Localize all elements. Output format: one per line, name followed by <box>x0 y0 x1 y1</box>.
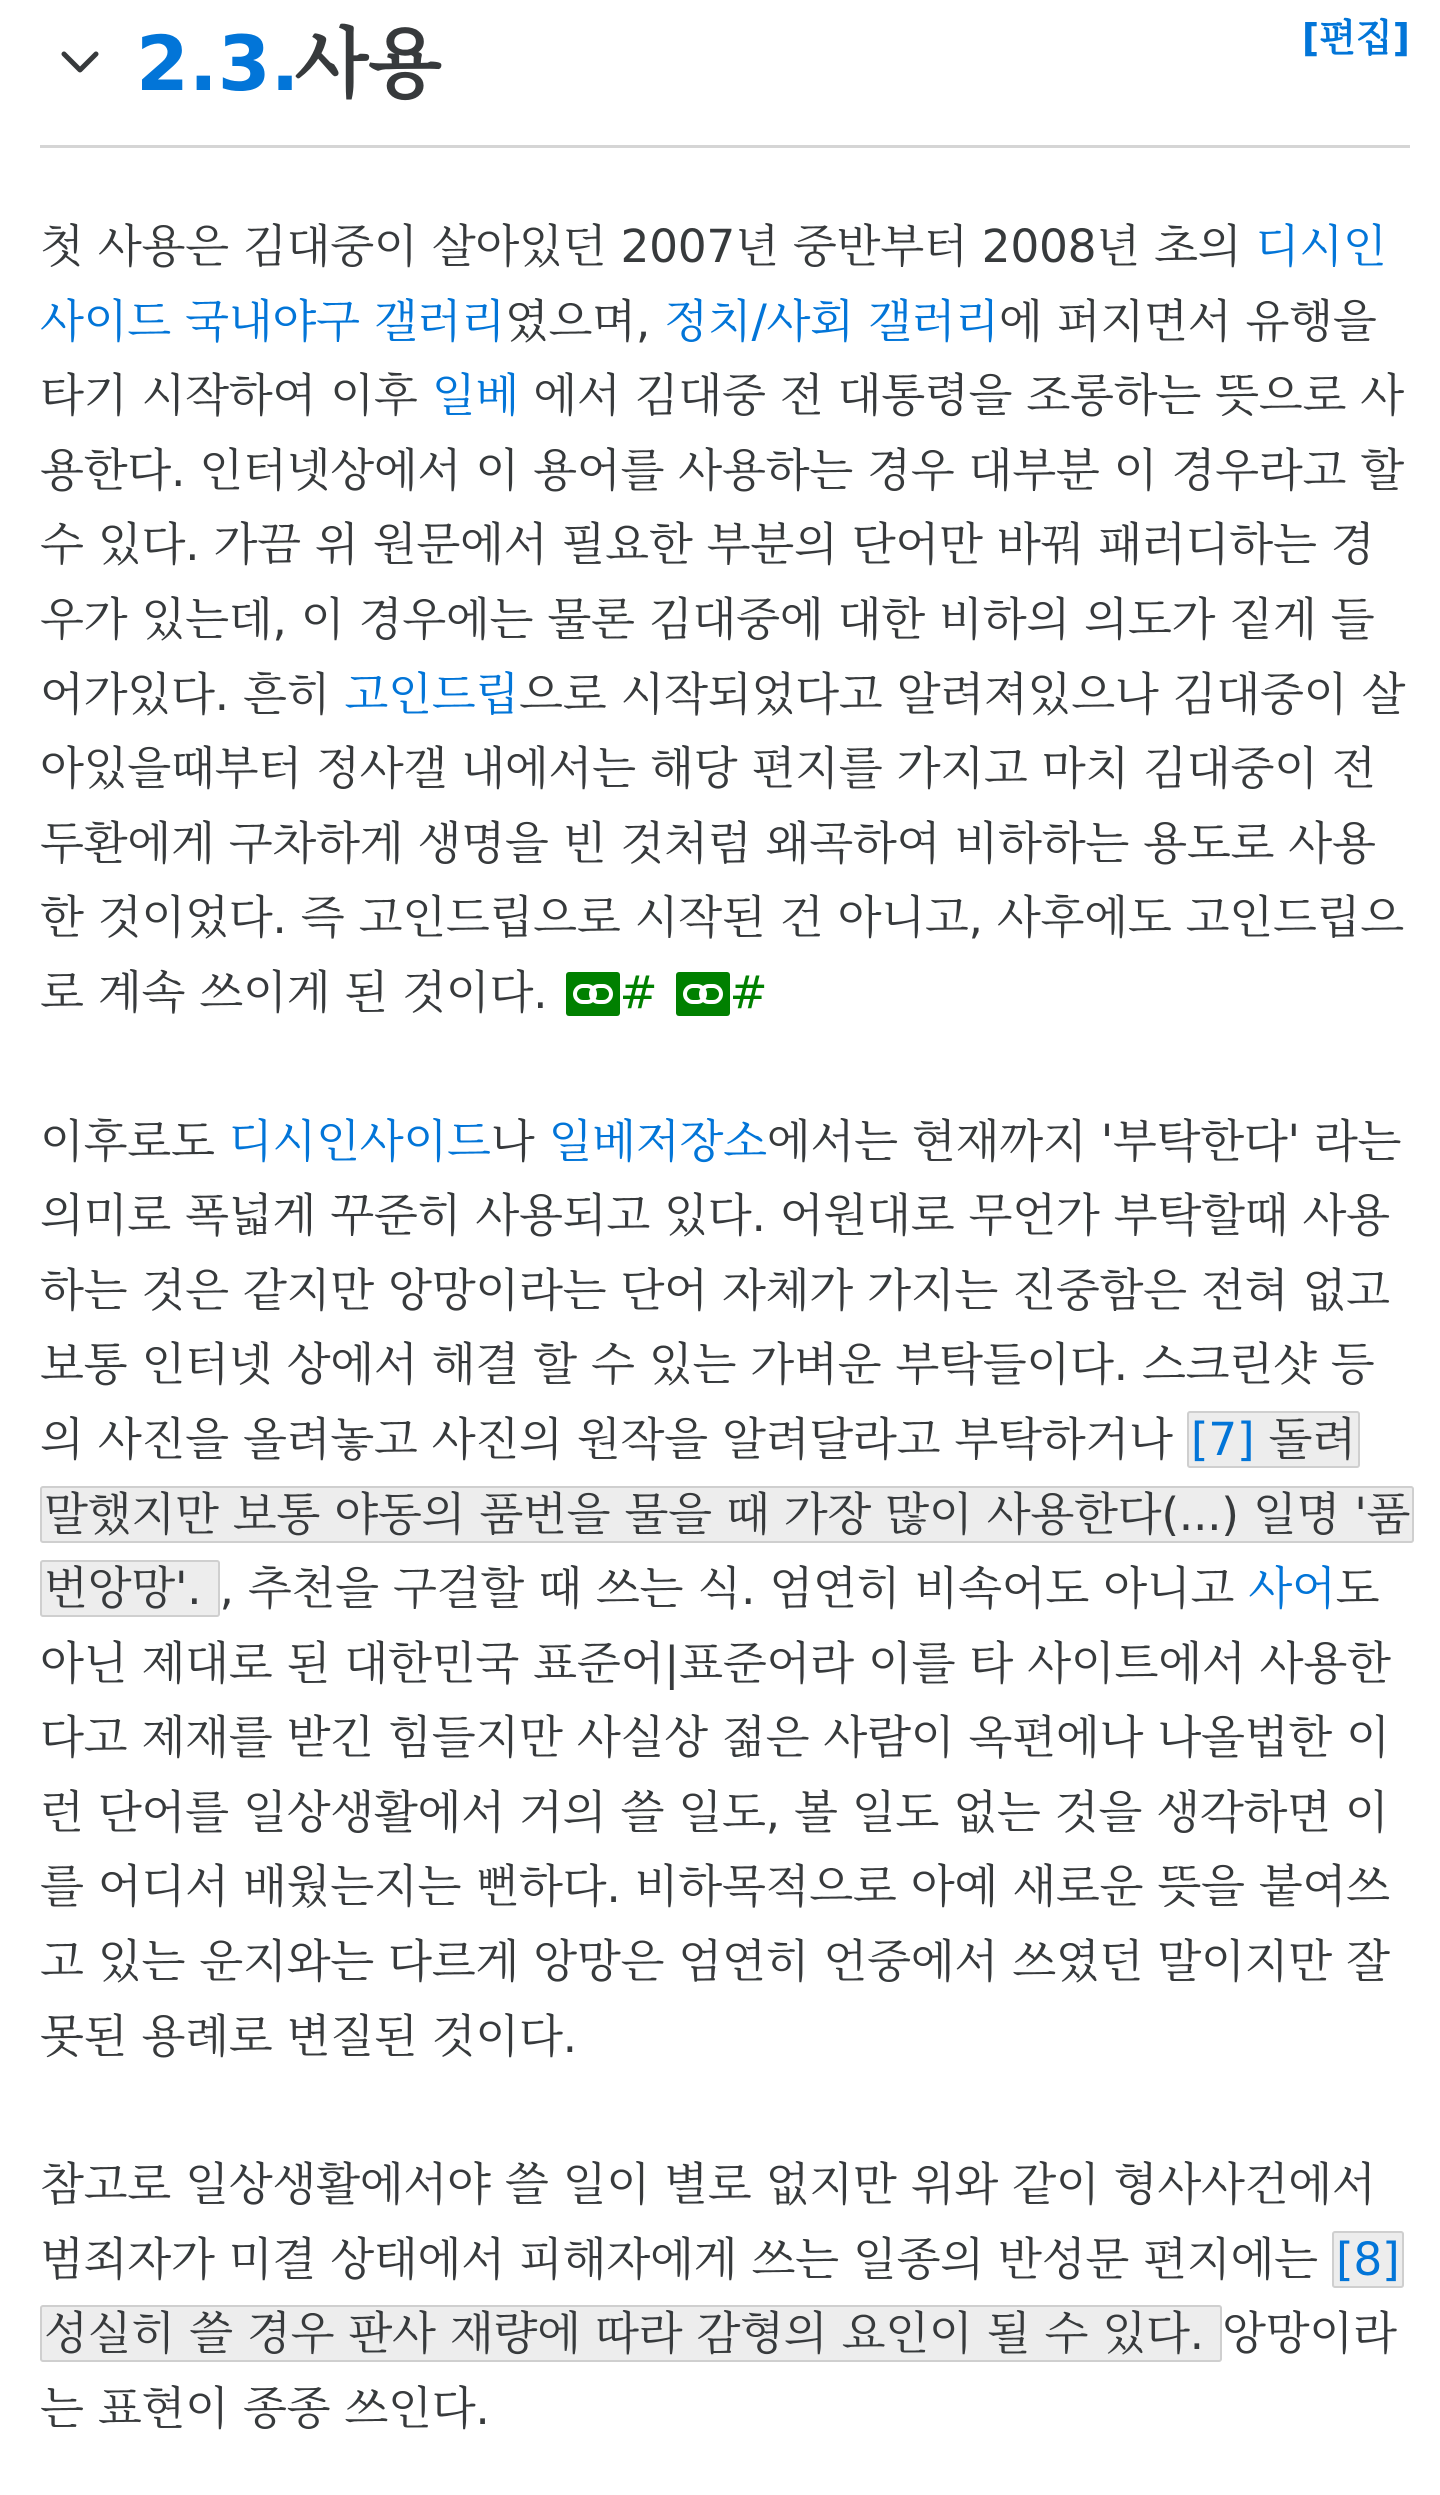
link-ilbe-storage[interactable]: 일베저장소 <box>548 1114 767 1168</box>
text-run: 앙망이라는 표현이 종종 쓰인다. <box>40 2307 1397 2436</box>
text-run: 으로 시작되었다고 알려져있으나 김대중이 살아있을때부터 정사갤 내에서는 해당 편지를 가지고 마치 김대중이 전두환에게 구차하게 생명을 빈 것처럼 왜곡하여 비하하는 용도로 사용한 것이었다. 즉 고인드립으로 시작된 건 아니고, 사후에도 고인드립으로 계속 쓰이게 된 것이다. <box>40 667 1406 1019</box>
text-run: 에서 김대중 전 대통령을 조롱하는 뜻으로 사용한다. 인터넷상에서 이 용어를 사용하는 경우 대부분 이 경우라고 할 수 있다. 가끔 위 원문에서 필요한 부분의 단어만 바꿔 패러디하는 경우가 있는데, 이 경우에는 물론 김대중에 대한 비하의 의도가 짙게 들어가있다. 흔히 <box>40 369 1404 721</box>
section-heading <box>40 0 1410 148</box>
link-dcinside-baseball-gallery[interactable]: 디시인사이드 국내야구 갤러리 <box>40 220 1387 348</box>
link-ilbe[interactable]: 일베 <box>431 369 520 423</box>
section-number[interactable]: 2.3. <box>136 19 300 108</box>
section-content <box>40 210 1412 2447</box>
external-link-icon[interactable] <box>566 972 620 1016</box>
chevron-down-icon[interactable] <box>58 40 102 84</box>
footnote-text: 돌려 말했지만 보통 야동의 품번을 물을 때 가장 많이 사용한다(...) 일명 '품번앙망'. <box>44 1412 1411 1616</box>
text-run: 참고로 일상생활에서야 쓸 일이 별로 없지만 위와 같이 형사사건에서 범죄자가 미결 상태에서 피해자에게 쓰는 일종의 반성문 편지에는 <box>40 2158 1376 2286</box>
link-dcinside[interactable]: 디시인사이드 <box>228 1114 491 1168</box>
external-link-icon[interactable] <box>676 972 730 1016</box>
text-run: 에서는 현재까지 '부탁한다' 라는 의미로 폭넓게 꾸준히 사용되고 있다. 어원대로 무언가 부탁할때 사용하는 것은 같지만 앙망이라는 단어 자체가 가지는 진중함은 전혀 없고 보통 인터넷 상에서 해결 할 수 있는 가벼운 부탁들이다. 스크린샷 등의 사진을 올려놓고 사진의 원작을 알려달라고 부탁하거나 <box>40 1114 1402 1466</box>
external-link-hash[interactable]: # <box>729 965 768 1019</box>
footnote-ref-8[interactable]: [8] <box>1335 2232 1400 2286</box>
text-run: 였으며, <box>504 294 665 348</box>
paragraph-3 <box>40 2148 1412 2446</box>
footnote-ref-7[interactable]: [7] <box>1190 1412 1255 1466</box>
edit-link[interactable]: [편집] <box>1301 16 1410 60</box>
paragraph-2 <box>40 1105 1412 2075</box>
text-run: 에 퍼지면서 유행을 타기 시작하여 이후 <box>40 294 1377 423</box>
section-title[interactable]: 사용 <box>295 19 442 108</box>
text-run: , 추천을 구걸할 때 쓰는 식. 엄연히 비속어도 아니고 <box>219 1562 1249 1616</box>
link-politics-society-gallery[interactable]: 정치/사회 갤러리 <box>664 294 999 348</box>
link-goin-drip[interactable]: 고인드립 <box>344 667 520 721</box>
text-run: 나 <box>490 1114 549 1168</box>
footnote-text: 성실히 쓸 경우 판사 재량에 따라 감형의 요인이 될 수 있다. <box>44 2307 1218 2361</box>
text-run: 도 아닌 제대로 된 대한민국 표준어|표준어라 이를 타 사이트에서 사용한다고 제재를 받긴 힘들지만 사실상 젊은 사람이 옥편에나 나올법한 이런 단어를 일상생활에서 거의 쓸 일도, 볼 일도 없는 것을 생각하면 이를 어디서 배웠는지는 뻔하다. 비하목적으로 아예 새로운 뜻을 붙여쓰고 있는 운지와는 다르게 앙망은 엄연히 언중에서 쓰였던 말이지만 잘못된 용례로 변질된 것이다. <box>40 1562 1391 2063</box>
external-link-hash[interactable]: # <box>619 965 658 1019</box>
paragraph-1 <box>40 210 1412 1031</box>
link-dead-word[interactable]: 사어 <box>1248 1562 1336 1616</box>
text-run: 이후로도 <box>40 1114 229 1168</box>
text-run: 첫 사용은 김대중이 살아있던 2007년 중반부터 2008년 초의 <box>40 220 1256 273</box>
